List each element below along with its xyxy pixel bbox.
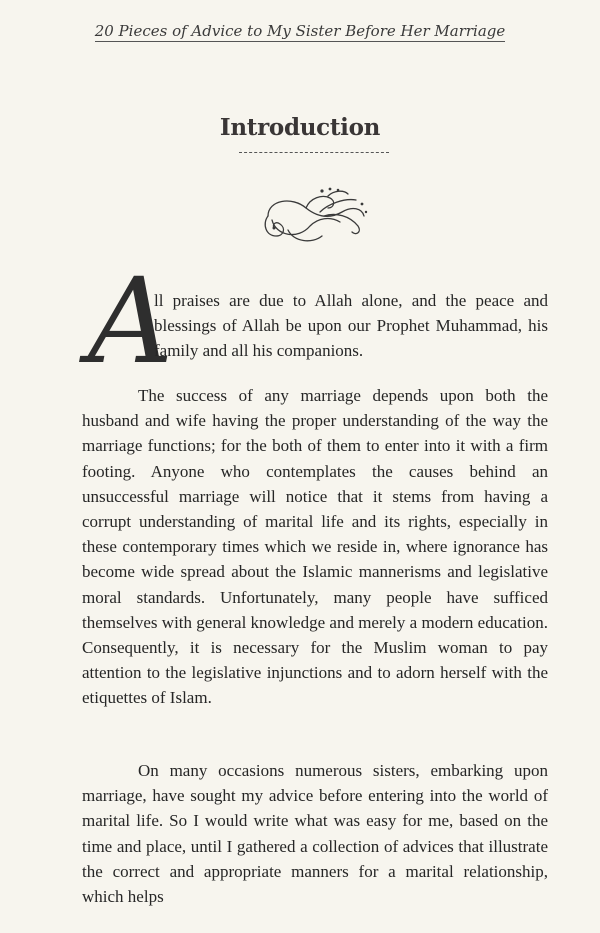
title-underline	[239, 152, 389, 153]
drop-cap-letter: A	[88, 252, 174, 390]
body-paragraph: On many occasions numerous sisters, embarking upon marriage, have sought my advice before entering into the world of marital life. So I would write what was easy for me, based on the time and place, until I gathered a collection of advices that illustrate the correct and appropriate manners for a marital relationship, which helps	[82, 761, 548, 907]
running-header	[0, 22, 600, 40]
flourish-ornament-icon	[258, 186, 370, 250]
running-header-title: 20 Pieces of Advice to My Sister Before Her Marriage	[94, 22, 506, 40]
opening-paragraph: ll praises are due to Allah alone, and the peace and blessings of Allah be upon our Prophet Muhammad, his family and all his companions.	[154, 291, 548, 361]
body-paragraph: The success of any marriage depends upon both the husband and wife having the proper understanding of the way the marriage functions; for the both of them to enter into it with a firm footing. Anyone who contemplates the causes behind an unsuccessful marriage will notice that it stems from having a corrupt understanding of marital life and its rights, especially in these contemporary times which we reside in, where ignorance has become wide spread about the Islamic mannerisms and legislative moral standards. Unfortunately, many people have sufficed themselves with general knowledge and merely a modern education. Consequently, it is necessary for the Muslim woman to pay attention to the legislative injunctions and to adorn herself with the etiquettes of Islam.	[82, 386, 548, 708]
chapter-title: Introduction	[219, 114, 381, 141]
